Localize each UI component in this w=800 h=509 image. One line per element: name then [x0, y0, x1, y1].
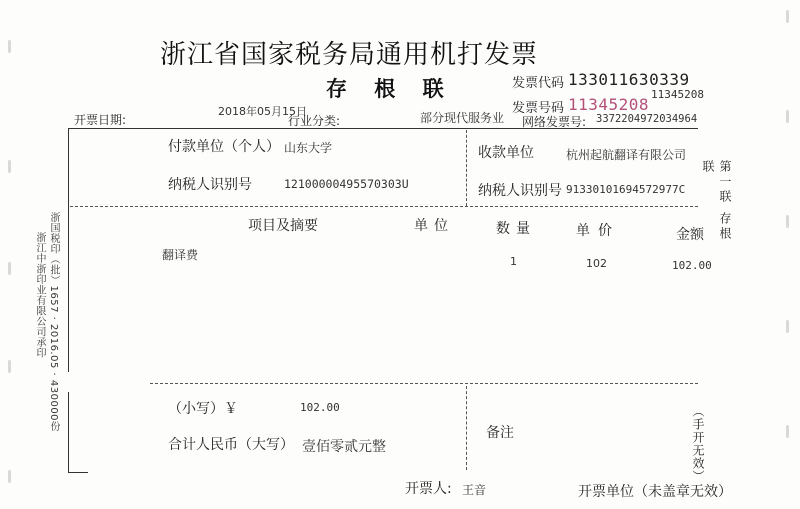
- item-unit-price: 102: [586, 257, 607, 270]
- issue-date-label: 开票日期:: [74, 113, 127, 127]
- invoice-number-value: 11345208: [568, 95, 650, 114]
- perforation-hole: [8, 262, 11, 275]
- total-capital-label: 合计人民币（大写）: [168, 437, 294, 453]
- network-invoice-number: 3372204972034964: [596, 113, 698, 125]
- payee-tax-id-label: 纳税人识别号: [478, 183, 562, 199]
- header-unit-price: 单价: [576, 223, 620, 239]
- total-small-value: 102.00: [300, 401, 340, 414]
- network-invoice-label: 网络发票号:: [522, 115, 587, 129]
- table-top-border: [68, 128, 698, 129]
- perforation-hole: [786, 425, 789, 438]
- printer-name-text: 浙江中浙印业有限公司承印: [34, 232, 45, 358]
- items-total-divider: [150, 383, 698, 384]
- issuer-unit-label: 开票单位（未盖章无效）: [578, 484, 732, 500]
- total-capital-value: 壹佰零贰元整: [302, 439, 386, 455]
- header-unit: 单位: [414, 218, 454, 234]
- perforation-hole: [786, 110, 789, 123]
- payer-label: 付款单位（个人）: [168, 139, 280, 155]
- industry-label: 行业分类:: [288, 114, 341, 128]
- copy-subtitle: 存 根 联: [326, 76, 454, 101]
- payee-tax-id: 91330101694572977C: [566, 183, 686, 196]
- printer-approval-text: 浙国税印（批）1657 · 2016.05 · 430000份: [48, 212, 59, 432]
- header-description: 项目及摘要: [248, 218, 318, 234]
- remarks-label: 备注: [486, 425, 514, 441]
- header-amount: 金额: [676, 227, 704, 243]
- invoice-code-label: 发票代码: [512, 76, 565, 91]
- issue-date-value: 2018年05月15日: [218, 105, 307, 118]
- copy-number-label: 第一联 存根联: [701, 160, 732, 242]
- perforation-hole: [8, 40, 11, 53]
- item-quantity: 1: [510, 255, 517, 268]
- invoice-code-value: 133011630339: [568, 70, 690, 89]
- invoice-title: 浙江省国家税务局通用机打发票: [160, 40, 539, 70]
- payer-name: 山东大学: [284, 141, 333, 155]
- issuer-name: 王音: [462, 483, 487, 497]
- header-quantity: 数量: [496, 221, 536, 237]
- total-small-label: （小写）￥: [168, 401, 238, 417]
- item-amount: 102.00: [672, 259, 712, 272]
- payee-name: 杭州起航翻译有限公司: [566, 148, 687, 162]
- perforation-hole: [786, 215, 789, 228]
- perforation-hole: [8, 360, 11, 373]
- table-left-border-bottom: [68, 392, 69, 472]
- invoice-number-label: 发票号码: [512, 101, 565, 116]
- party-items-divider: [70, 206, 698, 207]
- handwritten-invalid-note: （手开无效）: [691, 405, 705, 483]
- industry-value: 部分现代服务业: [420, 111, 505, 125]
- table-left-border: [68, 128, 69, 372]
- payer-tax-id: 12100000495570303U: [284, 177, 409, 191]
- perforation-hole: [786, 320, 789, 333]
- perforation-hole: [8, 160, 11, 173]
- table-bottom-border-left: [68, 472, 88, 473]
- issuer-label: 开票人:: [405, 481, 452, 497]
- perforation-hole: [8, 470, 11, 483]
- payer-tax-id-label: 纳税人识别号: [168, 177, 252, 193]
- payer-payee-divider: [466, 130, 467, 206]
- total-remarks-divider: [466, 386, 467, 470]
- payee-label: 收款单位: [478, 145, 534, 161]
- perforation-hole: [786, 10, 789, 23]
- invoice-code-print: 11345208: [651, 88, 704, 101]
- item-description: 翻译费: [162, 248, 199, 262]
